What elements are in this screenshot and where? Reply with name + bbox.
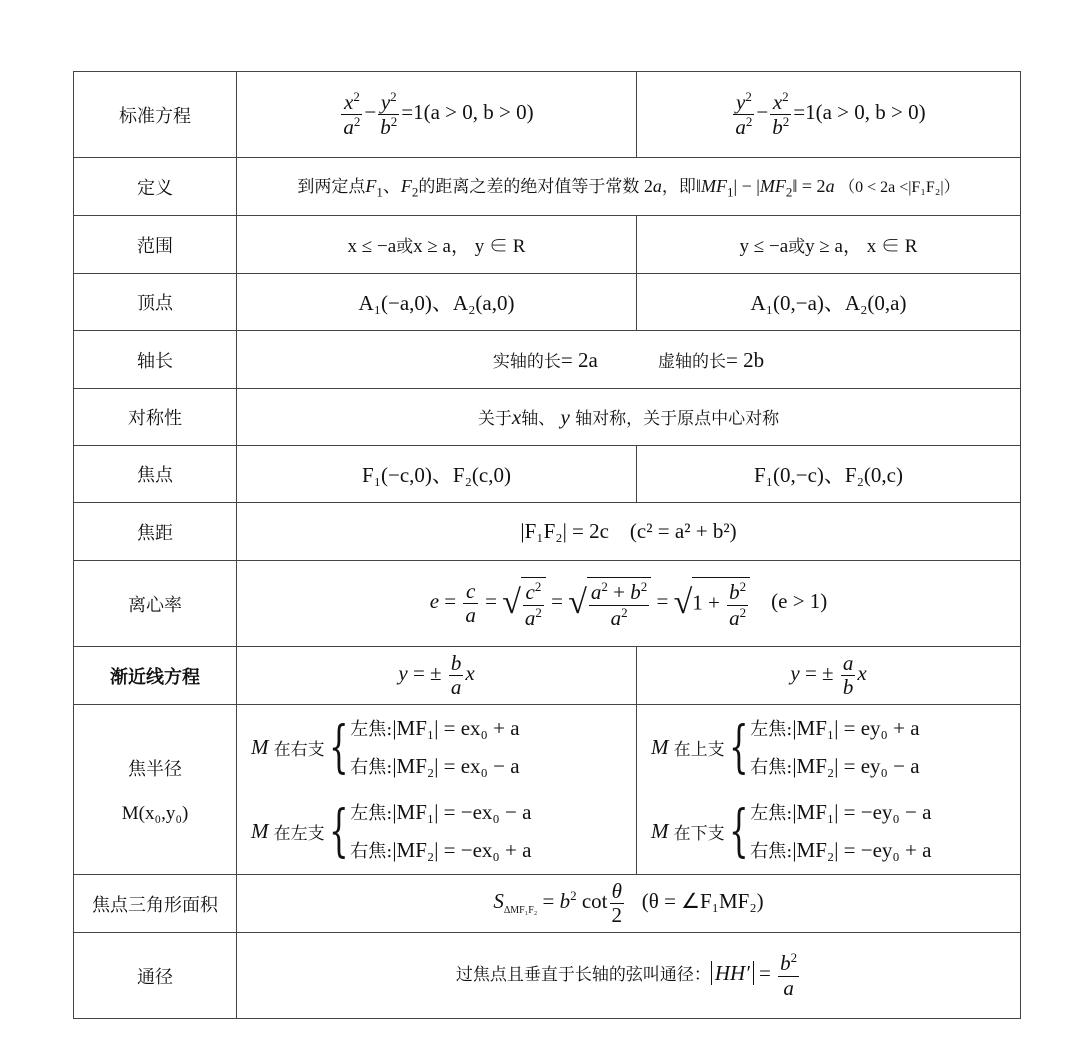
focal-radius-horizontal xyxy=(237,705,637,875)
row-eccentricity xyxy=(74,561,1021,647)
latus-rectum-text: 过焦点且垂直于长轴的弦叫通径： HH′ = $\frac{b^2}{a}$ xyxy=(237,933,1021,1019)
asymptote-vertical: y = ± $\frac{a}{b}$ x xyxy=(637,647,1021,705)
label-symmetry: 对称性 xyxy=(74,389,237,446)
lower-branch-block: M 在下支 { 左焦:|MF₁| = −ey₀ − a 右焦:|MF₂| = −ey₀ + a xyxy=(651,798,932,864)
focal-distance-formula: |F₁F₂| = 2c (c² = a² + b²) xyxy=(237,503,1021,561)
range-vertical: y ≤ −a或y ≥ a， x ∈ R xyxy=(637,216,1021,274)
label-definition: 定义 xyxy=(74,158,237,216)
label-latus-rectum: 通径 xyxy=(74,933,237,1019)
focal-radius-vertical xyxy=(637,705,1021,875)
label-focal-radius: 焦半径 xyxy=(128,758,182,780)
standard-eq-right-cond: 1(a > 0, b > 0) xyxy=(805,100,926,125)
asymptote-horizontal: y = ± $\frac{b}{a}$ x xyxy=(237,647,637,705)
label-vertex: 顶点 xyxy=(74,274,237,331)
label-focus: 焦点 xyxy=(74,446,237,503)
row-asymptote xyxy=(74,647,1021,705)
label-triangle-area: 焦点三角形面积 xyxy=(74,875,237,933)
row-axis-length xyxy=(74,331,1021,389)
row-vertex xyxy=(74,274,1021,331)
label-focal-distance: 焦距 xyxy=(74,503,237,561)
row-range xyxy=(74,216,1021,274)
row-focal-radius xyxy=(74,705,1021,875)
symmetry-text: 关于x轴、 y 轴对称，关于原点中心对称 xyxy=(237,389,1021,446)
label-standard-equation: 标准方程 xyxy=(74,72,237,158)
row-triangle-area xyxy=(74,875,1021,933)
row-focal-distance xyxy=(74,503,1021,561)
label-axis-length: 轴长 xyxy=(74,331,237,389)
label-asymptote: 渐近线方程 xyxy=(74,647,237,705)
hyperbola-properties-table xyxy=(73,71,1021,1019)
standard-eq-left-cond: 1(a > 0, b > 0) xyxy=(413,100,534,125)
label-eccentricity: 离心率 xyxy=(74,561,237,647)
definition-text: 到两定点$F_1$、$F_2$的距离之差的绝对值等于常数 2a，即$‖MF_1|$ − $|MF_2‖ = 2a$ （0 < 2a <|F₁F₂|） xyxy=(237,158,1021,216)
vertex-horizontal: A₁(−a,0)、A₂(a,0) xyxy=(237,274,637,331)
row-latus-rectum xyxy=(74,933,1021,1019)
label-focal-radius-point: M(x₀,y₀) xyxy=(121,802,189,824)
row-definition xyxy=(74,158,1021,216)
label-focal-radius-cell xyxy=(74,705,237,875)
standard-eq-horizontal: $\frac{x^2}{a^2}$ − $\frac{y^2}{b^2}$ =1(a > 0, b > 0) xyxy=(237,72,637,158)
row-focus xyxy=(74,446,1021,503)
right-branch-block: M 在右支 { 左焦:|MF₁| = ex₀ + a 右焦:|MF₂| = ex₀ − a xyxy=(251,714,520,780)
focus-horizontal: F₁(−c,0)、F₂(c,0) xyxy=(237,446,637,503)
range-horizontal: x ≤ −a或x ≥ a， y ∈ R xyxy=(237,216,637,274)
row-standard-equation xyxy=(74,72,1021,158)
focus-vertical: F₁(0,−c)、F₂(0,c) xyxy=(637,446,1021,503)
eccentricity-formula: e = $\frac{c}{a}$ = √ $\frac{c^2}{a^2}$ = √ $\frac{a^2 + b^2}{a^2}$ = √1 + $\frac{b^2}{a^2}$ (e > 1) xyxy=(237,561,1021,647)
left-branch-block: M 在左支 { 左焦:|MF₁| = −ex₀ − a 右焦:|MF₂| = −ex₀ + a xyxy=(251,798,532,864)
label-range: 范围 xyxy=(74,216,237,274)
vertex-vertical: A₁(0,−a)、A₂(0,a) xyxy=(637,274,1021,331)
row-symmetry xyxy=(74,389,1021,446)
standard-eq-vertical: $\frac{y^2}{a^2}$ − $\frac{x^2}{b^2}$ =1(a > 0, b > 0) xyxy=(637,72,1021,158)
triangle-area-formula: $S_{\Delta MF_1F_2} = b^2$ cot $\frac{\theta}{2}$ (θ = ∠F₁MF₂) xyxy=(237,875,1021,933)
upper-branch-block: M 在上支 { 左焦:|MF₁| = ey₀ + a 右焦:|MF₂| = ey₀ − a xyxy=(651,714,920,780)
axis-length-text: 实轴的长= 2a 虚轴的长= 2b xyxy=(237,331,1021,389)
